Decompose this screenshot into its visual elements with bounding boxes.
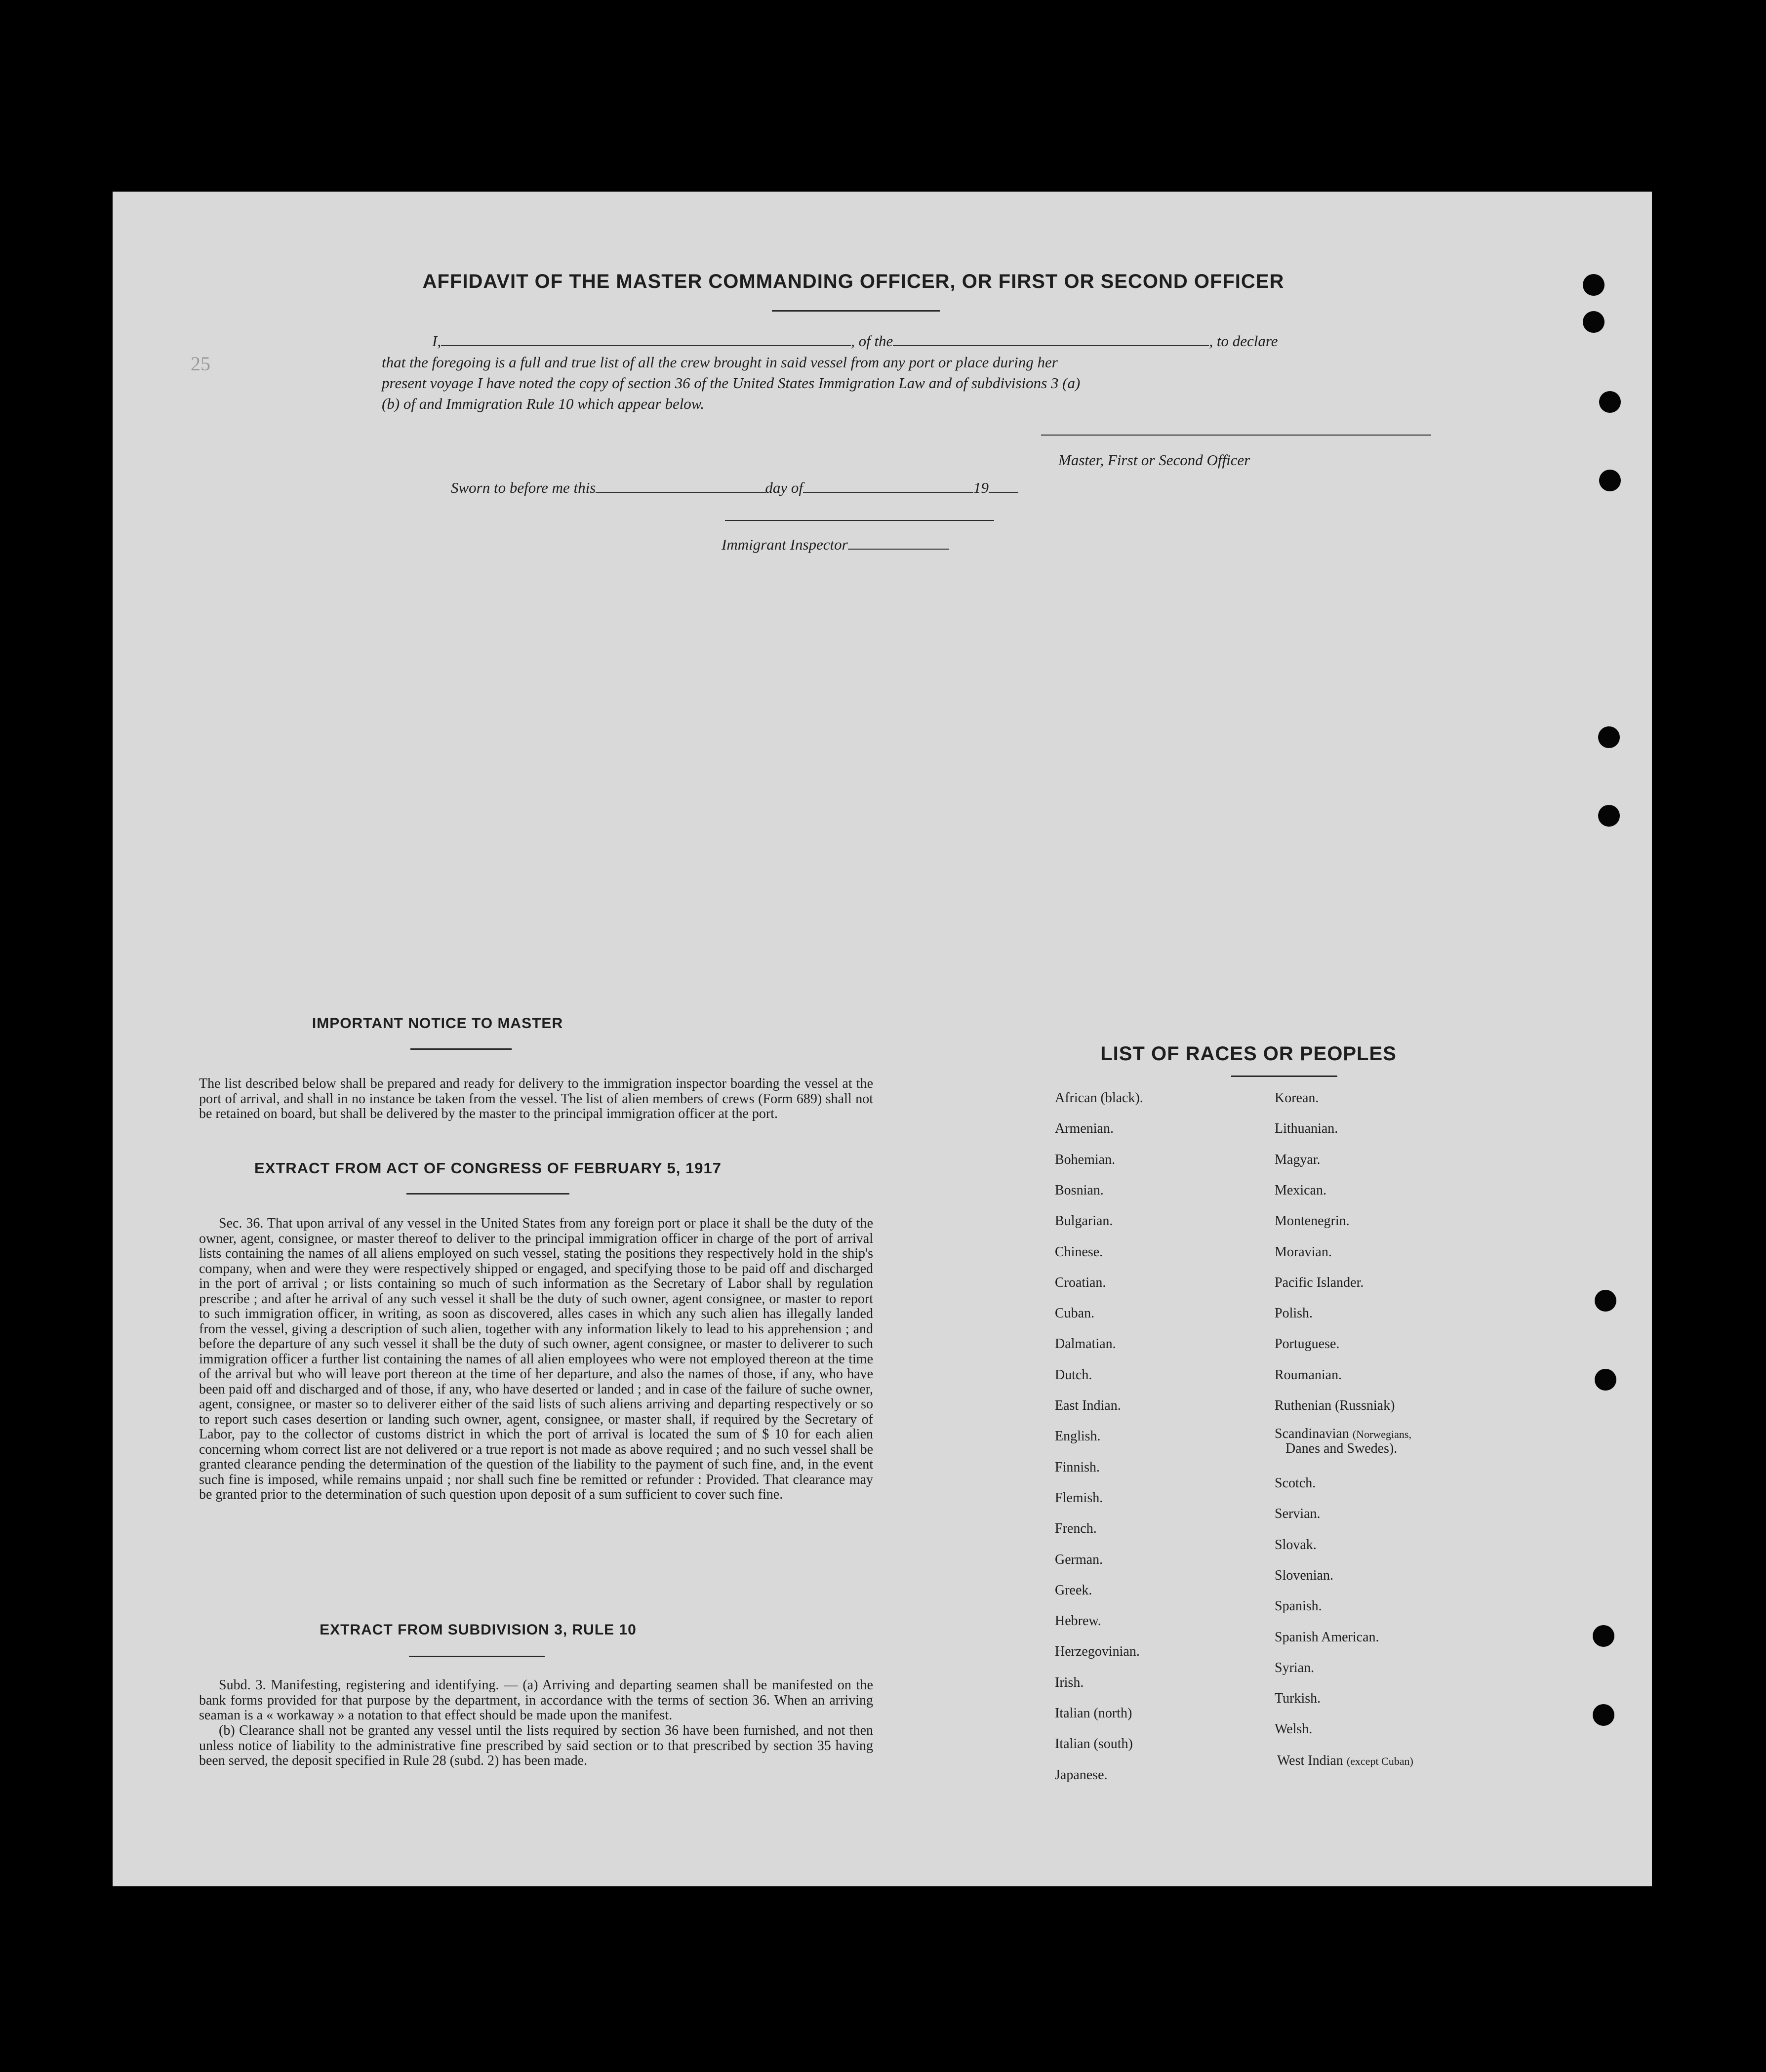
notice-text: The list described below shall be prepared and ready for delivery to the immigration inspector boarding the vessel at the port of arrival, and shall in no instance be taken from the vessel. The list of alien members of crews (Form 689) shall not be retained on board, but shall be delivered by the master to the principal immigration officer at the port.: [199, 1076, 873, 1121]
affidavit-body-3: (b) of and Immigration Rule 10 which appear below.: [382, 395, 704, 412]
form-sheet: [113, 192, 1652, 1886]
inspector-field[interactable]: [848, 549, 949, 550]
race-item: Bosnian.: [1055, 1182, 1104, 1198]
extract-act-text: Sec. 36. That upon arrival of any vessel in the United States from any foreign port or place it shall be the duty of the owner, agent, consignee, or master thereof to deliver to the principal immigration officer in charge of the port of arrival lists containing the names of all aliens employed on such vessel, stating the positions they respectively hold in the ship's company, when and were they were respectively shipped or engaged, and specifying those to be paid off and discharged in the port of arrival ; or lists containing so much of such information as the Secretary of Labor shall by regulation prescribe ; and after he arrival of any such vessel it shall be the duty of such owner, agent consignee, or master to report to such immigration officer, in writing, as soon as discovered, alles cases in which any such alien has illegally landed from the vessel, giving a description of such alien, together with any information likely to lead to his apprehension ; and before the departure of any such vessel it shall be the duty of such owner, agent consignee, or master to deliverer to such immigration officer a further list containing the names of all alien employees who were not employed thereon at the time of the arrival but who will leave port thereon at the time of her departure, and also the names of those, if any, who have been paid off and discharged and of those, if any, who have deserted or landed ; and in case of the failure of suche owner, agent, consignee, or master so to deliverer either of the said lists of such aliens arriving and departing respectively or so to report such cases desertion or landing such owner, agent, consignee, or master shall, if required by the Secretary of Labor, pay to the collector of customs district in which the port of arrival is located the sum of $ 10 for each alien concerning whom correct list are not delivered or a true report is not made as above required ; and no such vessel shall be granted clearance pending the determination of the question of the liability to the payment of such fine, and, in the event such fine is imposed, while remains unpaid ; nor shall such fine be remitted or refunder : Provided. That clearance may be granted prior to the determination of such question upon deposit of a sum sufficient to cover such fine.: [199, 1216, 873, 1502]
punch-hole: [1595, 1290, 1616, 1312]
race-item: Turkish.: [1275, 1691, 1321, 1707]
race-item: Magyar.: [1275, 1152, 1321, 1167]
affidavit-body-1: that the foregoing is a full and true list of all the crew brought in said vessel from any port or place during her: [382, 354, 1058, 371]
of-the-label: , of the: [851, 332, 893, 350]
punch-hole: [1583, 274, 1605, 296]
race-item: Irish.: [1055, 1674, 1084, 1690]
punch-hole: [1598, 726, 1620, 748]
race-item: Servian.: [1275, 1506, 1321, 1522]
race-item: Finnish.: [1055, 1459, 1100, 1475]
race-item: Chinese.: [1055, 1244, 1103, 1260]
race-item: Dalmatian.: [1055, 1336, 1116, 1352]
extract-rule-para1: Subd. 3. Manifesting, registering and identifying. — (a) Arriving and departing seamen shall be manifested on the bank forms provided for that purpose by the department, in accordance with the terms of section 36. When an arriving seaman is a « workaway » a notation to that effect should be made upon the manifest.: [199, 1677, 873, 1723]
extract-act-title: EXTRACT FROM ACT OF CONGRESS OF FEBRUARY 5, 1917: [254, 1159, 722, 1177]
race-item: East Indian.: [1055, 1398, 1121, 1413]
sworn-month-field[interactable]: [803, 492, 973, 493]
extract-act-rule: [406, 1193, 569, 1195]
race-item: Bulgarian.: [1055, 1213, 1113, 1229]
punch-hole: [1599, 391, 1621, 413]
race-item: Slovak.: [1275, 1537, 1317, 1553]
affidavit-body-2: present voyage I have noted the copy of section 36 of the United States Immigration Law and of subdivisions 3 (a): [382, 374, 1081, 392]
extract-rule-para2: (b) Clearance shall not be granted any vessel until the lists required by section 36 have been furnished, and not then unless notice of liability to the administrative fine prescribed by said section or to that prescribed by section 35 having been served, the deposit specified in Rule 28 (subd. 2) has been made.: [199, 1723, 873, 1768]
notice-rule: [410, 1048, 512, 1050]
race-item: Flemish.: [1055, 1490, 1103, 1506]
race-item: Montenegrin.: [1275, 1213, 1350, 1229]
race-item: Polish.: [1275, 1306, 1313, 1321]
extract-rule-rule: [409, 1656, 545, 1657]
sworn-label: Sworn to before me this: [451, 479, 596, 496]
race-item: Syrian.: [1275, 1660, 1315, 1675]
race-item: Welsh.: [1275, 1721, 1313, 1737]
race-item: Japanese.: [1055, 1767, 1108, 1783]
inspector-line: [722, 536, 949, 554]
title-rule: [772, 310, 940, 312]
races-rule: [1231, 1076, 1337, 1077]
affidavit-title: AFFIDAVIT OF THE MASTER COMMANDING OFFICER, OR FIRST OR SECOND OFFICER: [422, 271, 1284, 292]
race-item: Pacific Islander.: [1275, 1275, 1364, 1290]
race-item: Greek.: [1055, 1582, 1092, 1598]
punch-hole: [1599, 470, 1621, 491]
race-item: Italian (north): [1055, 1706, 1132, 1721]
punch-hole: [1593, 1625, 1614, 1647]
race-item: African (black).: [1055, 1090, 1143, 1106]
race-item: Scotch.: [1275, 1475, 1316, 1491]
year-prefix: 19: [973, 479, 989, 496]
race-item: Croatian.: [1055, 1275, 1106, 1290]
race-item: Armenian.: [1055, 1121, 1114, 1137]
race-item: Roumanian.: [1275, 1367, 1342, 1383]
race-item: Portuguese.: [1275, 1336, 1340, 1352]
sworn-line: [451, 479, 1018, 497]
race-item: Spanish.: [1275, 1598, 1322, 1614]
day-of-label: day of: [765, 479, 803, 496]
race-item: Mexican.: [1275, 1182, 1326, 1198]
race-item: English.: [1055, 1429, 1101, 1444]
vessel-field[interactable]: [893, 345, 1209, 346]
race-item: Korean.: [1275, 1090, 1319, 1106]
to-declare-label: , to declare: [1209, 332, 1278, 350]
race-item: Spanish American.: [1275, 1629, 1379, 1645]
race-item: Moravian.: [1275, 1244, 1332, 1260]
punch-hole: [1595, 1369, 1616, 1391]
punch-hole: [1598, 805, 1620, 827]
declaration-line: [432, 332, 1278, 350]
race-item: Herzegovinian.: [1055, 1644, 1140, 1660]
race-scandinavian: Scandinavian (Norwegians,: [1275, 1426, 1411, 1441]
inspector-signature-line[interactable]: [725, 520, 994, 521]
race-item: Bohemian.: [1055, 1152, 1116, 1167]
race-item: Italian (south): [1055, 1736, 1133, 1752]
sworn-year-field[interactable]: [989, 492, 1018, 493]
race-item: Lithuanian.: [1275, 1121, 1338, 1137]
race-scandinavian-line2: Danes and Swedes).: [1285, 1441, 1398, 1456]
name-field[interactable]: [441, 345, 851, 346]
extract-rule-title: EXTRACT FROM SUBDIVISION 3, RULE 10: [320, 1622, 637, 1638]
race-item: Cuban.: [1055, 1306, 1095, 1321]
races-title: LIST OF RACES OR PEOPLES: [1100, 1043, 1397, 1065]
race-item: Slovenian.: [1275, 1567, 1333, 1583]
race-item: Hebrew.: [1055, 1613, 1101, 1629]
notice-title: IMPORTANT NOTICE TO MASTER: [312, 1015, 563, 1032]
race-item: Dutch.: [1055, 1367, 1092, 1383]
margin-mark: 25: [191, 353, 210, 375]
punch-hole: [1593, 1704, 1614, 1726]
race-west-indian: West Indian (except Cuban): [1277, 1753, 1413, 1768]
sworn-day-field[interactable]: [596, 492, 766, 493]
race-item: French.: [1055, 1521, 1097, 1537]
master-signature-label: Master, First or Second Officer: [1058, 451, 1250, 469]
inspector-label: Immigrant Inspector: [722, 536, 848, 553]
i-label: I,: [432, 332, 442, 350]
race-item: German.: [1055, 1552, 1103, 1567]
punch-hole: [1583, 311, 1605, 333]
master-signature-line[interactable]: [1041, 435, 1431, 436]
race-item: Ruthenian (Russniak): [1275, 1398, 1395, 1413]
